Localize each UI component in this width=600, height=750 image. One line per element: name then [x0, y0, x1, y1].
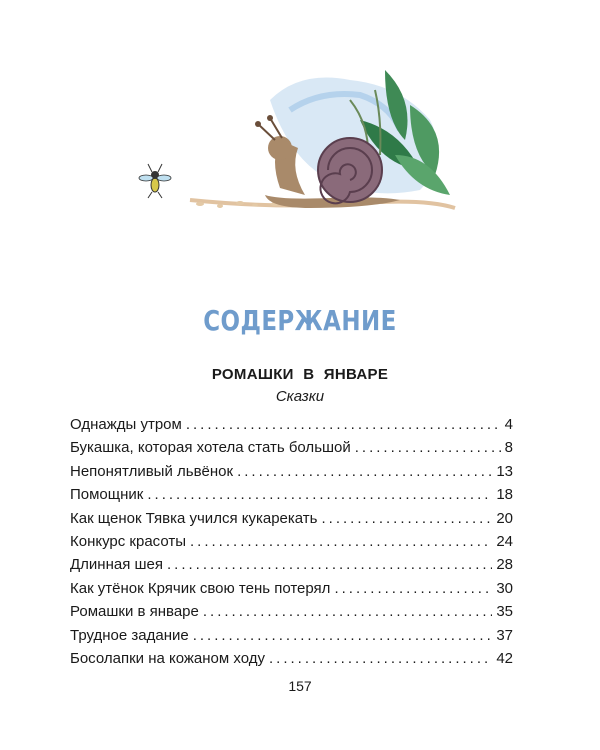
dot-leader	[237, 463, 492, 480]
dot-leader	[334, 580, 492, 597]
toc-entry[interactable]	[70, 510, 513, 533]
dot-leader	[269, 650, 492, 667]
toc-entry[interactable]	[70, 556, 513, 579]
toc-entry[interactable]	[70, 486, 513, 509]
toc-entry-title: Конкурс красоты	[70, 532, 187, 550]
toc-entry[interactable]	[70, 533, 513, 556]
toc-entry-page: 20	[496, 509, 513, 527]
toc-entry[interactable]	[70, 439, 513, 462]
toc-entry-title: Ромашки в январе	[70, 603, 199, 621]
toc-entry-page: 37	[496, 626, 513, 644]
dot-leader	[190, 533, 492, 550]
toc-entry[interactable]	[70, 580, 513, 603]
section-subtitle: Сказки	[275, 388, 325, 405]
snail-illustration	[130, 60, 460, 220]
bug-icon	[139, 164, 171, 198]
toc-entry-page: 8	[504, 439, 513, 457]
toc-entry-title: Помощник	[70, 486, 144, 504]
dot-leader	[186, 416, 501, 433]
toc-entry-page: 42	[496, 649, 513, 667]
toc-entry-title: Как щенок Тявка учился кукарекать	[70, 509, 318, 527]
toc-entry-page: 24	[496, 532, 513, 550]
toc-entry-page: 28	[496, 556, 513, 574]
toc-entry-title: Непонятливый львёнок	[70, 462, 234, 480]
dot-leader	[321, 510, 492, 527]
toc-entry-page: 35	[496, 603, 513, 621]
toc-entry-page: 4	[504, 416, 513, 433]
toc-entry-title: Однажды утром	[70, 416, 182, 433]
toc-entry[interactable]	[70, 603, 513, 626]
toc-entry-page: 30	[496, 579, 513, 597]
toc-list	[70, 416, 513, 673]
toc-entry-title: Длинная шея	[70, 556, 163, 574]
toc-entry-title: Как утёнок Крячик свою тень потерял	[70, 579, 331, 597]
page-number: 157	[288, 678, 312, 694]
toc-entry[interactable]	[70, 627, 513, 650]
toc-title: СОДЕРЖАНИЕ	[203, 304, 397, 337]
toc-entry-title: Босолапки на кожаном ходу	[70, 649, 265, 667]
toc-entry[interactable]	[70, 416, 513, 439]
dot-leader	[203, 603, 492, 620]
dot-leader	[167, 556, 492, 573]
section-title: РОМАШКИ В ЯНВАРЕ	[211, 366, 389, 383]
toc-entry-title: Букашка, которая хотела стать большой	[70, 439, 351, 457]
dot-leader	[355, 439, 501, 456]
toc-entry-page: 13	[496, 462, 513, 480]
toc-entry-title: Трудное задание	[70, 626, 189, 644]
dot-leader	[147, 486, 492, 503]
dot-leader	[193, 627, 493, 644]
toc-entry[interactable]	[70, 650, 513, 673]
toc-entry-page: 18	[496, 486, 513, 504]
toc-entry[interactable]	[70, 463, 513, 486]
